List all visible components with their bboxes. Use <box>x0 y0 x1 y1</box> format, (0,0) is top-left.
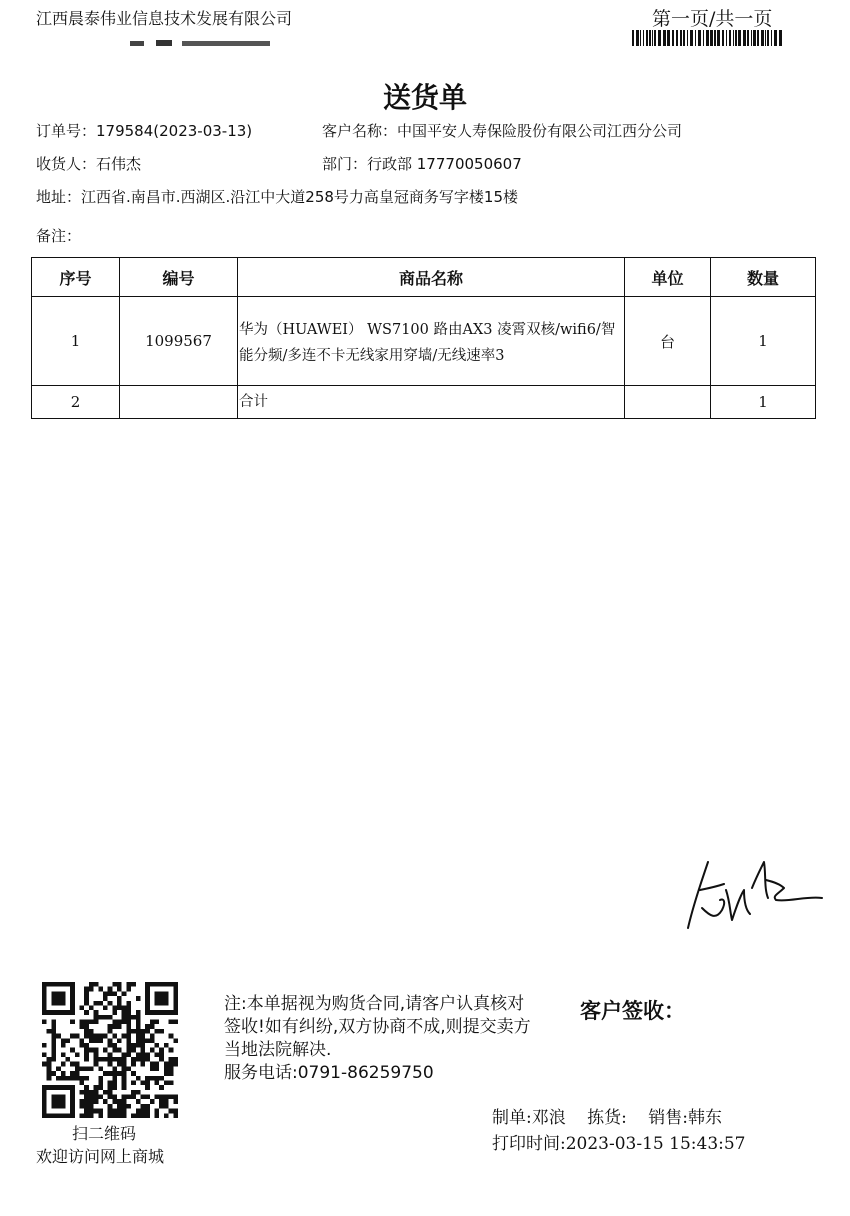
qr-code <box>42 982 178 1118</box>
header-code: 编号 <box>120 258 238 297</box>
cell-code <box>120 386 238 419</box>
page-indicator: 第一页/共一页 <box>652 8 773 30</box>
notice-text: 注:本单据视为购货合同,请客户认真核对签收!如有纠纷,双方协商不成,则提交卖方当地法院解决. <box>224 994 531 1060</box>
header-quantity: 数量 <box>711 258 816 297</box>
sales: 销售:韩东 <box>648 1108 723 1128</box>
made-by: 制单:邓浪 <box>492 1108 566 1128</box>
document-title: 送货单 <box>382 81 467 114</box>
header-seq: 序号 <box>32 258 120 297</box>
staff-line <box>492 1103 738 1128</box>
items-table <box>31 257 816 419</box>
contract-notice <box>224 993 534 1085</box>
handwritten-signature <box>680 850 830 940</box>
qr-label-mall: 欢迎访问网上商城 <box>36 1147 165 1166</box>
customer-sign-label: 客户签收： <box>580 999 685 1023</box>
customer-name: 客户名称：中国平安人寿保险股份有限公司江西分公司 <box>322 122 683 140</box>
cell-total-quantity: 1 <box>711 386 816 419</box>
remarks: 备注： <box>36 227 82 245</box>
barcode <box>632 30 786 46</box>
table-row-total <box>32 386 816 419</box>
cell-unit <box>625 386 711 419</box>
receiver: 收货人：石伟杰 <box>36 155 142 173</box>
print-time: 打印时间:2023-03-15 15:43:57 <box>492 1134 746 1154</box>
cell-seq: 1 <box>32 297 120 386</box>
cell-quantity: 1 <box>711 297 816 386</box>
qr-label-scan: 扫二维码 <box>72 1124 137 1143</box>
cell-total-label: 合计 <box>238 386 625 419</box>
service-phone: 服务电话:0791-86259750 <box>224 1063 434 1083</box>
header-unit: 单位 <box>625 258 711 297</box>
picked-by: 拣货: <box>587 1108 627 1128</box>
redaction-smudge <box>130 38 270 48</box>
company-name: 江西晨泰伟业信息技术发展有限公司 <box>36 9 293 28</box>
cell-code: 1099567 <box>120 297 238 386</box>
cell-product-name: 华为（HUAWEI） WS7100 路由AX3 凌霄双核/wifi6/智能分频/多连不卡无线家用穿墙/无线速率3 <box>238 297 625 386</box>
table-row <box>32 297 816 386</box>
header-product-name: 商品名称 <box>238 258 625 297</box>
address: 地址：江西省.南昌市.西湖区.沿江中大道258号力高皇冠商务写字楼15楼 <box>36 188 519 206</box>
order-number: 订单号：179584(2023-03-13) <box>36 122 253 140</box>
cell-unit: 台 <box>625 297 711 386</box>
department: 部门：行政部 17770050607 <box>322 155 522 173</box>
cell-seq: 2 <box>32 386 120 419</box>
table-header-row <box>32 258 816 297</box>
